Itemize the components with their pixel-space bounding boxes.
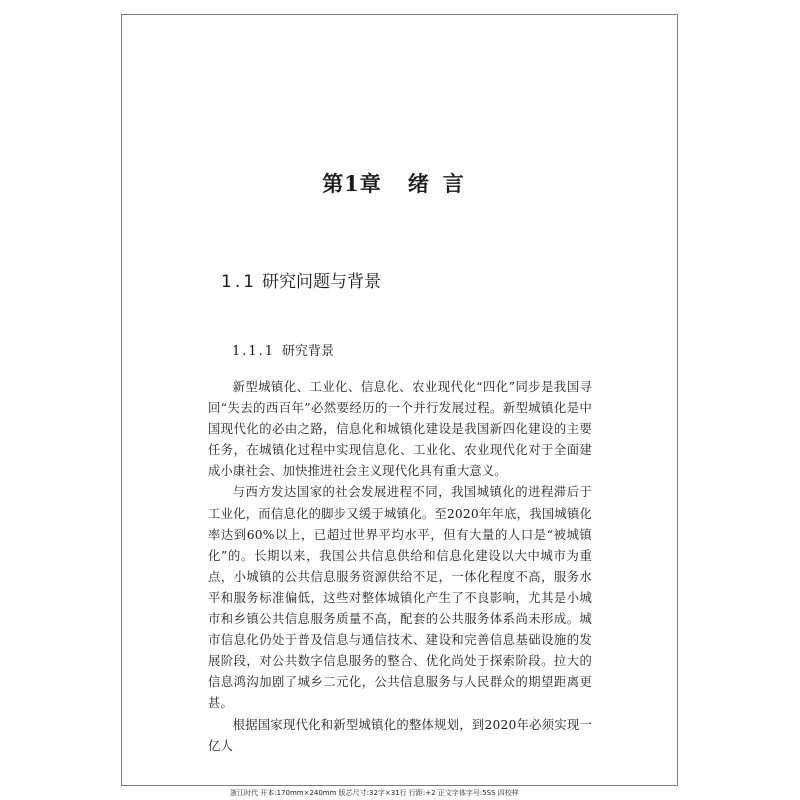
section-title — [221, 268, 381, 296]
subsection-number: 1.1.1 — [232, 344, 276, 359]
print-slug-footer: 浙江时代 开本:170mm×240mm 版芯尺寸:32字×31行 行距:+2 正文字体字号:5SS 四校样 — [230, 789, 519, 797]
section-text: 研究问题与背景 — [262, 272, 381, 292]
chapter-name: 绪言 — [407, 171, 478, 196]
section-number: 1.1 — [221, 272, 258, 292]
paragraph: 根据国家现代化和新型城镇化的整体规划，到2020年必须实现一亿人 — [208, 717, 592, 753]
subsection-text: 研究背景 — [282, 344, 335, 359]
chapter-title — [0, 168, 800, 200]
paragraph: 新型城镇化、工业化、信息化、农业现代化“四化”同步是我国寻回“失去的西百年”必然要经历的一个并行发展过程。新型城镇化是中国现代化的必由之路，信息化和城镇化建设是我国新四化建设的主要任务，在城镇化过程中实现信息化、工业化、农业现代化对于全面建成小康社会、加快推进社会主义现代化具有重大意义。 — [208, 380, 592, 479]
paragraph: 与西方发达国家的社会发展进程不同，我国城镇化的进程滞后于工业化，而信息化的脚步又缓于城镇化。至2020年年底，我国城镇化率达到60%以上，已超过世界平均水平，但有大量的人口是“被城镇化”的。长期以来，我国公共信息供给和信息化建设以大中城市为重点，小城镇的公共信息服务资源供给不足，一体化程度不高，服务水平和服务标准偏低，这些对整体城镇化产生了不良影响，尤其是小城市和乡镇公共信息服务质量不高，配套的公共服务体系尚未形成。城市信息化仍处于普及信息与通信技术、建设和完善信息基础设施的发展阶段，对公共数字信息服务的整合、优化尚处于探索阶段。拉大的信息鸿沟加剧了城乡二元化，公共信息服务与人民群众的期望距离更甚。 — [208, 485, 592, 711]
subsection-title — [232, 341, 334, 363]
body-text — [208, 377, 592, 757]
chapter-label: 第1章 — [322, 171, 382, 196]
